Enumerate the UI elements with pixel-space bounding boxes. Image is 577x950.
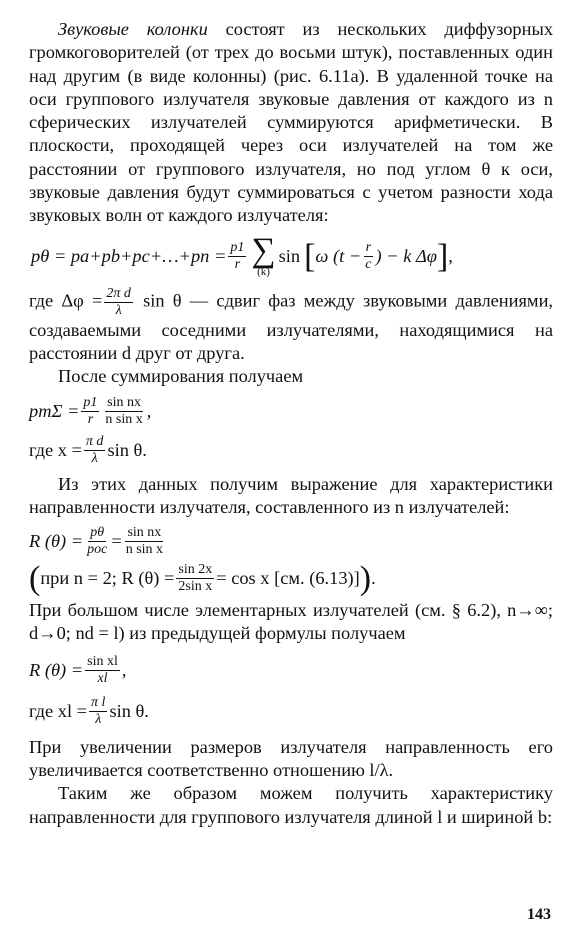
p2-text: sin θ — сдвиг фаз между звуковыми давлениями, создаваемыми соседними излучателями, находящимися на расстоянии d друг от друга.: [29, 290, 554, 363]
eq5-fraction: [176, 562, 214, 595]
eq1-fraction: [228, 240, 246, 273]
equation-continuous-directivity: [29, 654, 553, 687]
eq2-fraction-1: [81, 395, 99, 428]
eq2-left: pmΣ =: [29, 400, 80, 421]
eq1-end: ,: [448, 246, 453, 267]
p2-start: где Δφ =: [29, 290, 103, 311]
eq2-f1-num: p1: [83, 394, 98, 410]
eq6-den: xl: [97, 670, 108, 686]
eq3-left: где x =: [29, 439, 82, 460]
eq2-f2-num: sin nx: [107, 394, 142, 410]
eq1-left: pθ = pa+pb+pc+…+pn =: [31, 246, 227, 267]
paragraph-7: Таким же образом можем получить характеристику направленности для группового излучателя длиной l и шириной b:: [29, 783, 553, 827]
eq4-f2-num: sin nx: [127, 525, 162, 541]
eq6-fraction: [85, 654, 120, 687]
page-content: [29, 18, 553, 829]
paragraph-2: [29, 286, 553, 366]
eq3-fraction: [84, 434, 106, 467]
eq1-sin: sin: [278, 246, 301, 267]
eq5-num: sin 2x: [178, 562, 213, 578]
eq5-a: при n = 2; R (θ) =: [40, 568, 175, 589]
page-number: 143: [527, 906, 551, 923]
equation-summed-pressure: [29, 395, 553, 428]
sigma-symbol: ∑: [251, 231, 276, 269]
eq4-f1-den: poc: [87, 542, 108, 558]
eq7-left: где xl =: [29, 700, 88, 721]
eq4-left: R (θ) =: [29, 531, 84, 552]
eq4-fraction-1: [85, 525, 109, 558]
eq7-fraction: [89, 695, 107, 728]
equation-x-definition: [29, 434, 553, 467]
equation-directivity: [29, 525, 553, 558]
eq5-den: 2sin x: [178, 579, 213, 595]
eq1-frac-num: p1: [230, 240, 245, 256]
eq4-eq: =: [111, 531, 122, 552]
equation-n2-case: ( при n = 2; R (θ) = $\frac{\sin 2x}{\text{2sin x}}$ = cos x [см. (6.13)] ) .: [29, 559, 376, 597]
eq2-f1-den: r: [87, 411, 94, 427]
eq3-num: π d: [85, 433, 104, 449]
paragraph-3: После суммирования получаем: [58, 366, 304, 387]
equation-xl-definition: [29, 695, 553, 728]
eq1-frac2-num: r: [365, 240, 372, 256]
eq6-num: sin xl: [87, 653, 118, 669]
eq7-right: sin θ.: [109, 700, 149, 721]
eq6-left: R (θ) =: [29, 659, 84, 680]
eq1-bracket: ω (t −: [315, 246, 362, 267]
eq2-f2-den: n sin x: [105, 411, 143, 427]
eq3-right: sin θ.: [107, 439, 147, 460]
equation-pressure-sum: pθ = pa+pb+pc+…+pn = $\frac{p1}{r}$ ∑ (k) sin [ ω (t − $\frac{r}{c}$ ) − k Δφ ] ,: [31, 231, 453, 278]
eq4-f1-num: pθ: [90, 525, 105, 541]
p2-frac-num: 2π d: [106, 285, 131, 301]
eq1-summation: [251, 231, 276, 278]
paragraph-4: Из этих данных получим выражение для характеристики направленности излучателя, составленного из n излучателей:: [29, 473, 553, 517]
eq1-tail: ) − k Δφ: [375, 246, 437, 267]
eq3-den: λ: [91, 450, 98, 466]
eq4-fraction-2: [124, 525, 165, 558]
p2-frac-den: λ: [115, 302, 122, 318]
eq5-b: = cos x [см. (6.13)]: [216, 568, 360, 589]
eq2-fraction-2: [103, 395, 144, 428]
term-sound-columns: Звуковые колонки: [58, 19, 208, 39]
eq1-frac-den: r: [234, 257, 241, 273]
eq7-num: π l: [91, 694, 106, 710]
eq4-f2-den: n sin x: [125, 542, 164, 558]
p2-fraction: [104, 286, 133, 319]
paragraph-1: [29, 18, 553, 228]
eq6-end: ,: [121, 659, 127, 680]
eq1-frac2-den: c: [365, 257, 372, 273]
paragraph-1-text: состоят из нескольких диффузорных громкоговорителей (от трех до восьми штук), поставленных один над другим (в виде колонны) (рис. 6.11а). В удаленной точке на оси группового излучателя звуковые давления от каждого из n сферических излучателей суммируются арифметически. В плоскости, проходящей через оси излучателей на том же расстоянии от группового излучателя, но под углом θ к оси, звуковые давления будут суммироваться с учетом разности хода звуковых волн от каждого излучателя:: [29, 19, 554, 226]
eq1-sum-sub: (k): [257, 265, 270, 278]
eq7-den: λ: [95, 711, 102, 727]
eq2-end: ,: [146, 400, 152, 421]
eq5-end: .: [371, 568, 376, 589]
eq1-fraction-2: [363, 240, 373, 273]
paragraph-5: При большом числе элементарных излучателей (см. § 6.2), n→∞; d→0; nd = l) из предыдущей формулы получаем: [29, 600, 553, 644]
paragraph-6: При увеличении размеров излучателя направленность его увеличивается соответственно отношению l/λ.: [29, 736, 553, 781]
